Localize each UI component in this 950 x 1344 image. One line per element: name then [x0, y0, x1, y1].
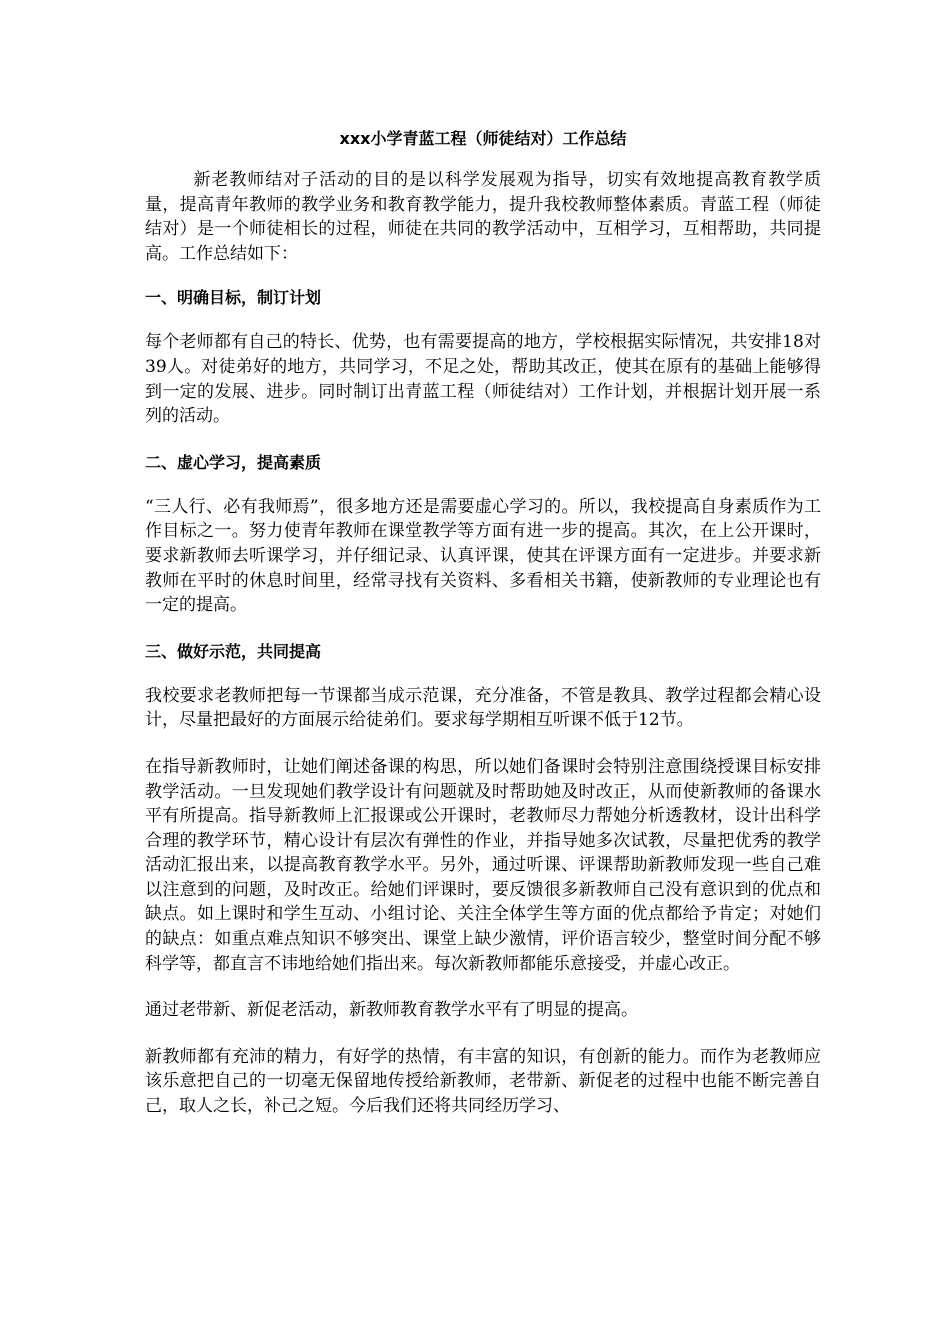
spacer — [145, 733, 821, 755]
spacer — [145, 664, 821, 684]
spacer — [145, 310, 821, 330]
section-3-paragraph-1: 我校要求老教师把每一节课都当成示范课，充分准备，不管是教具、教学过程都会精心设计，尽量把最好的方面展示给徒弟们。要求每学期相互听课不低于12节。 — [145, 685, 821, 731]
section-3-paragraph-3: 通过老带新、新促老活动，新教师教育教学水平有了明显的提高。 — [145, 1000, 638, 1021]
section-2-heading: 二、虚心学习，提高素质 — [145, 452, 322, 472]
document-body — [145, 126, 821, 1119]
spacer — [145, 429, 821, 451]
document-title: xxx小学青蓝工程（师徒结对）工作总结 — [339, 129, 627, 148]
section-3-paragraph-4: 新教师都有充沛的精力，有好学的热情，有丰富的知识，有创新的能力。而作为老教师应该乐意把自己的一切毫无保留地传授给新教师，老带新、新促老的过程中也能不断完善自己，取人之长，补己之短。今后我们还将共同经历学习、 — [145, 1046, 821, 1117]
spacer — [145, 976, 821, 998]
spacer — [145, 618, 821, 640]
section-3-paragraph-2: 在指导新教师时，让她们阐述备课的构思，所以她们备课时会特别注意围绕授课目标安排教学活动。一旦发现她们教学设计有问题就及时帮助她及时改正，从而使新教师的备课水平有所提高。指导新教师上汇报课或公开课时，老教师尽力帮她分析透教材，设计出科学合理的教学环节，精心设计有层次有弹性的作业，并指导她多次试教，尽量把优秀的教学活动汇报出来，以提高教育教学水平。另外，通过听课、评课帮助新教师发现一些自己难以注意到的问题，及时改正。给她们评课时，要反馈很多新教师自己没有意识到的优点和缺点。如上课时和学生互动、小组讨论、关注全体学生等方面的优点都给予肯定；对她们的缺点：如重点难点知识不够突出、课堂上缺少激情，评价语言较少，整堂时间分配不够科学等，都直言不讳地给她们指出来。每次新教师都能乐意接受，并虚心改正。 — [145, 756, 821, 974]
spacer — [145, 475, 821, 495]
section-1-heading: 一、明确目标，制订计划 — [145, 288, 322, 308]
section-3-heading: 三、做好示范，共同提高 — [145, 641, 322, 661]
spacer — [145, 1023, 821, 1045]
spacer — [145, 266, 821, 286]
section-2-paragraph-1: “三人行、必有我师焉”，很多地方还是需要虚心学习的。所以，我校提高自身素质作为工作目标之一。努力使青年教师在课堂教学等方面有进一步的提高。其次，在上公开课时，要求新教师去听课学习，并仔细记录、认真评课，使其在评课方面有一定进步。并要求新教师在平时的休息时间里，经常寻找有关资料、多看相关书籍，使新教师的专业理论也有一定的提高。 — [145, 496, 821, 616]
section-1-paragraph-1: 每个老师都有自己的特长、优势，也有需要提高的地方，学校根据实际情况，共安排18对39人。对徒弟好的地方，共同学习，不足之处，帮助其改正，使其在原有的基础上能够得到一定的发展、进步。同时制订出青蓝工程（师徒结对）工作计划，并根据计划开展一系列的活动。 — [145, 332, 821, 427]
intro-paragraph: 新老教师结对子活动的目的是以科学发展观为指导，切实有效地提高教育教学质量，提高青年教师的教学业务和教育教学能力，提升我校教师整体素质。青蓝工程（师徒结对）是一个师徒相长的过程，师徒在共同的教学活动中，互相学习，互相帮助，共同提高。工作总结如下： — [145, 170, 821, 264]
